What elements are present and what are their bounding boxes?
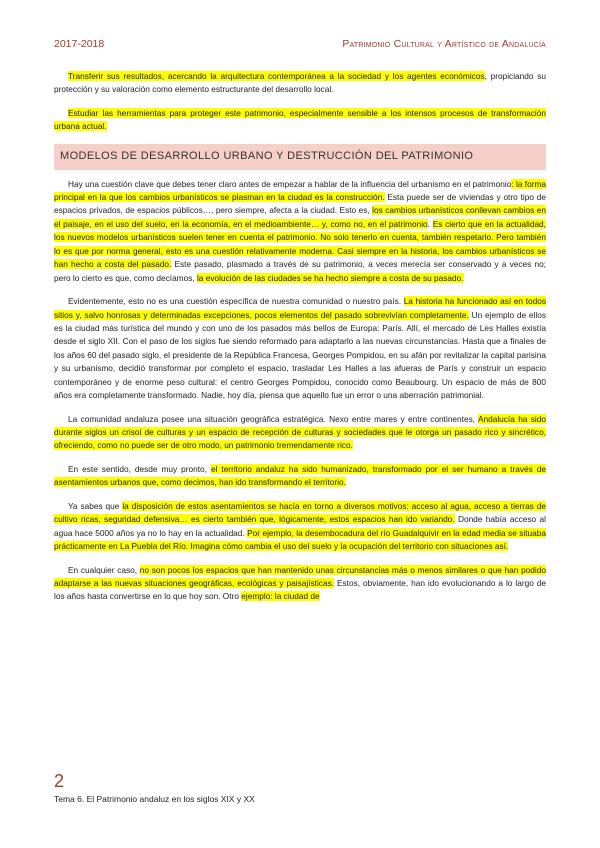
highlight: la disposición de estos asentamientos se hacía en torno a diversos motivos: acceso al agua, acceso a tierras de cultivo ricas, seguridad defensiva… es cierto también que, lógicamente, estos espacios han ido variando. [54, 500, 546, 525]
page-number: 2 [54, 771, 65, 791]
header-course-title: Patrimonio Cultural y Artístico de Andalucía [342, 38, 546, 50]
page-header [54, 38, 546, 50]
highlight: el territorio andaluz ha sido humanizado, transformado por el ser humano a través de asentamientos urbanos que, como decimos, han ido transformando el territorio. [54, 463, 546, 488]
paragraph [54, 413, 546, 453]
header-year: 2017-2018 [54, 38, 105, 50]
page-footer [54, 772, 255, 804]
text: , propiciando su protección y su valoración como elemento estructurante del desarrollo local. [54, 71, 546, 95]
highlight: Es cierto que en la actualidad, los nuevos modelos urbanísticos suelen tener en cuenta el patrimonio. No solo tenerlo en cuenta, también respetarlo. Pero también lo es que por norma general, esto es una cuestión relativamente moderna. Casi siempre en la historia, los cambios urbanísticos se han hecho a costa del pasado. [54, 218, 546, 270]
highlight: : la forma principal en la que los cambios urbanísticos se plasman en la ciudad es la construcción. [54, 178, 546, 202]
section-heading: MODELOS DE DESARROLLO URBANO Y DESTRUCCIÓN DEL PATRIMONIO [54, 144, 546, 170]
paragraph [54, 70, 546, 97]
highlight: la evolución de las ciudades se ha hecho siempre a costa de su pasado. [196, 272, 464, 283]
text: Hay una cuestión clave que debes tener claro antes de empezar a hablar de la influencia del urbanismo en el patrimonio [68, 178, 512, 189]
text: Estos, obviamente, han ido evolucionando a lo largo de los años hasta convertirse en lo que hoy son. Otro [54, 577, 547, 602]
paragraph [54, 564, 546, 604]
highlight: Estudiar las herramientas para proteger este patrimonio, especialmente sensible a los intensos procesos de transformación urbana actual. [54, 107, 546, 132]
highlight: Por ejemplo, la desembocadura del río Guadalquivir en la edad media se situaba prácticamente en La Puebla del Río. Imagina cómo cambia el uso del suelo y la ocupación del territorio con situaciones así. [54, 527, 546, 552]
paragraph [54, 178, 546, 286]
text: Esta puede ser de viviendas y otro tipo de espacios privados, de espacios públicos…, pero siempre, afecta a la ciudad. Esto es, [54, 192, 546, 216]
document-body [54, 70, 546, 614]
text: Un ejemplo de ellos es la ciudad más turística del mundo y con uno de los pasados más bellos de Europa: París. Allí, el mercado de Les Halles existía desde el siglo XII. Con el paso de los siglos fue siendo reformado para adaptarlo a las nuevas circunstancias. Hasta que a finales de los años 60 del pasado siglo, el presidente de la República Francesa, Georges Pompidou, en su afán por revitalizar la capital parisina y su urbanismo, decidió transformar por completo el espacio, trasladar Les Halles a las afueras de París y construir un espacio contemporáneo y de enorme peso cultural: el centro Georges Pompidou, conocido como Beaubourg. Un espacio de más de 800 años era completamente transformado. Nadie, hoy día, piensa que aquello fue un error o una aberración patrimonial. [54, 309, 546, 401]
paragraph [54, 463, 546, 490]
text: En cualquier caso, [68, 564, 140, 575]
footer-topic: Tema 6. El Patrimonio andaluz en los siglos XIX y XX [54, 794, 255, 804]
text: Este pasado, plasmado a través de su patrimonio, a veces merecía ser conservado y a veces no; pero lo cierto es que, como decíamos, [54, 259, 546, 283]
highlight: los cambios urbanísticos conllevan cambios en el paisaje, en el uso del suelo, en la economía, en el medioambiente… y, como no, en el patrimonio [54, 205, 546, 229]
text: La comunidad andaluza posee una situación geográfica estratégica. Nexo entre mares y entre continentes, [68, 413, 478, 424]
text: Donde había acceso al agua hace 5000 años ya no lo hay en la actualidad. [54, 514, 546, 538]
highlight: La historia ha funcionado así en todos sitios y, salvo honrosas y determinadas excepciones, pocos elementos del pasado sobrevivían completamente. [54, 296, 546, 320]
text: Ya sabes que [68, 500, 123, 511]
paragraph [54, 107, 546, 134]
text: En este sentido, desde muy pronto, [68, 463, 211, 474]
highlight: Transferir sus resultados, acercando la arquitectura contemporánea a la sociedad y los agentes económicos [68, 71, 485, 81]
paragraph [54, 295, 546, 403]
text: Evidentemente, esto no es una cuestión específica de nuestra comunidad o nuestro país. [68, 296, 404, 307]
text: . [427, 218, 433, 229]
highlight: no son pocos los espacios que han mantenido unas circunstancias más o menos similares o que han podido adaptarse a las nuevas situaciones geográficas, ecológicas y paisajísticas. [54, 564, 546, 588]
highlight: Andalucía ha sido durante siglos un crisol de culturas y un espacio de recepción de culturas y sociedades que le otorga un pasado rico y sincrético, ofreciendo, como no puede ser de otro modo, un patrimonio tremendamente rico. [54, 413, 546, 451]
highlight: ejemplo: la ciudad de [241, 591, 320, 602]
paragraph [54, 500, 546, 554]
